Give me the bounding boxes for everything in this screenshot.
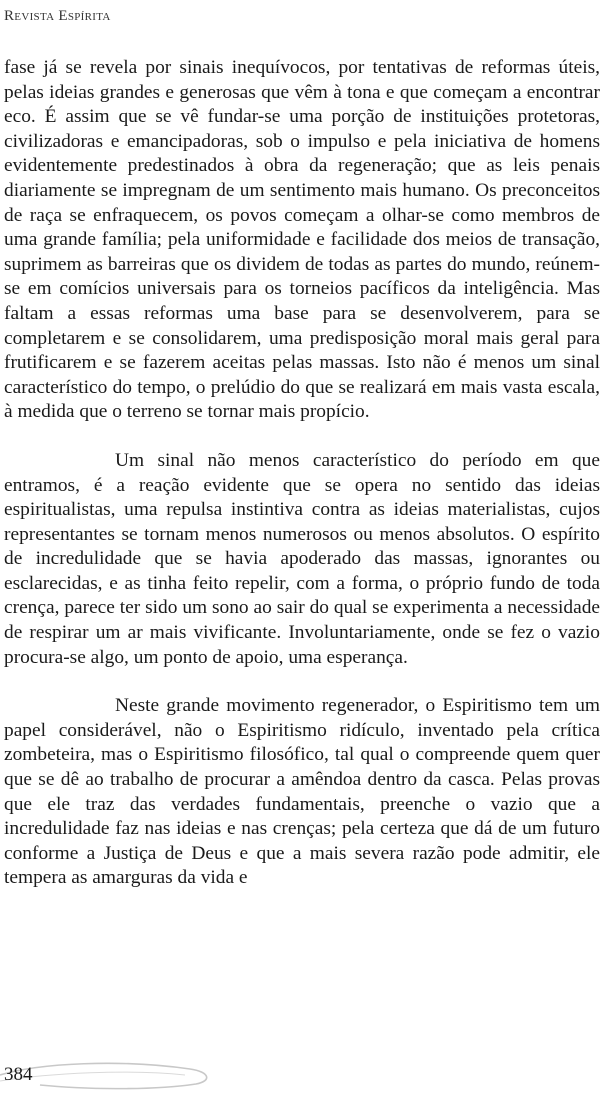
paragraph-2: Um sinal não menos característico do período em que entramos, é a reação evidente que se opera no sentido das ideias espiritualistas, uma repulsa instintiva contra as ideias materialistas, cujos representantes se tornam menos numerosos ou menos absolutos. O espírito de incredulidade que se havia apoderado das massas, ignorantes ou esclarecidas, e as tinha feito repelir, com a forma, o próprio fundo de toda crença, parece ter sido um sono ao sair do qual se experimenta a necessidade de respirar um ar mais vivificante. Involuntariamente, onde se fez o vazio procura-se algo, um ponto de apoio, uma esperança. — [4, 449, 600, 668]
page-footer — [0, 1055, 607, 1095]
running-header: Revista Espírita — [4, 8, 111, 24]
page-number: 384 — [4, 1064, 33, 1085]
paragraph-1: fase já se revela por sinais inequívocos, por tentativas de reformas úteis, pelas ideias grandes e generosas que vêm à tona e que começam a encontrar eco. É assim que se vê fundar-se uma porção de instituições protetoras, civilizadoras e emancipadoras, sob o impulso e pela iniciativa de homens evidentemente predestinados à obra da regeneração; que as leis penais diariamente se impregnam de um sentimento mais humano. Os preconceitos de raça se enfraquecem, os povos começam a olhar-se como membros de uma grande família; pela uniformidade e facilidade dos meios de transação, suprimem as barreiras que os dividem de todas as partes do mundo, reúnem-se em comícios universais para os torneios pacíficos da inteligência. Mas faltam a essas reformas uma base para se desenvolverem, para se completarem e se consolidarem, uma predisposição moral mais geral para frutificarem e se fazerem aceitas pelas massas. Isto não é menos um sinal característico do tempo, o prelúdio do que se realizará em mais vasta escala, à medida que o terreno se tornar mais propício. — [4, 57, 600, 423]
paragraph-3: Neste grande movimento regenerador, o Espiritismo tem um papel considerável, não o Espiritismo ridículo, inventado pela crítica zombeteira, mas o Espiritismo filosófico, tal qual o compreende quem quer que se dê ao trabalho de procurar a amêndoa dentro da casca. Pelas provas que ele traz das verdades fundamentais, preenche o vazio que a incredulidade faz nas ideias e nas crenças; pela certeza que dá de um futuro conforme a Justiça de Deus e que a mais severa razão pode admitir, ele tempera as amarguras da vida e — [4, 695, 600, 889]
folio-swoosh-ornament — [0, 1055, 230, 1095]
page-body — [4, 56, 600, 891]
